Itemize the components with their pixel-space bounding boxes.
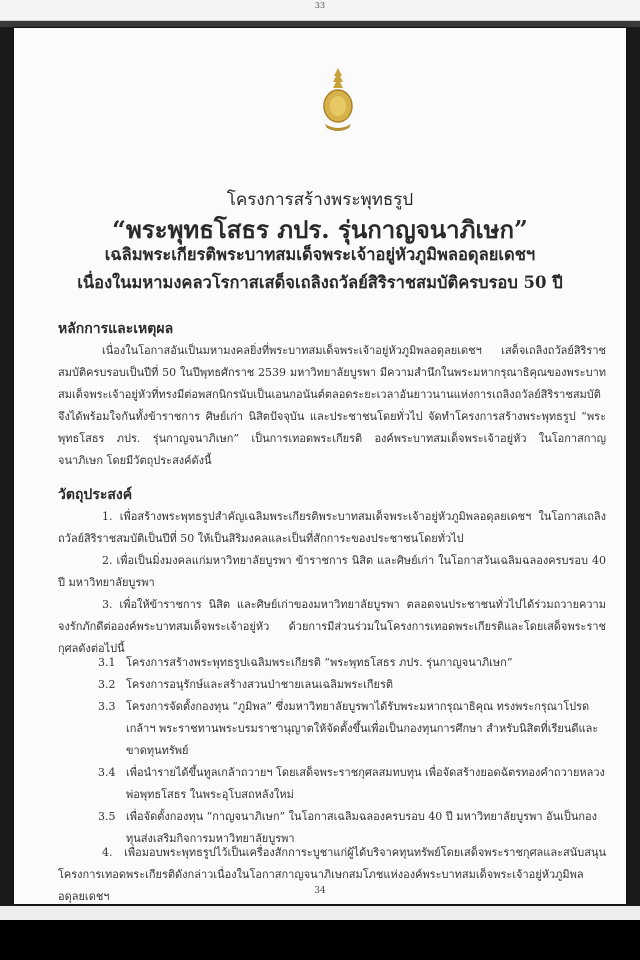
next-page-strip (0, 906, 640, 920)
objectives-heading: วัตถุประสงค์ (58, 487, 133, 503)
subitem-text: โครงการอนุรักษ์และสร้างสวนป่าชายเลนเฉลิมพระเกียรติ (126, 678, 394, 691)
subitem-number: 3.1 (98, 656, 116, 669)
project-title-line3: เฉลิมพระเกียรติพระบาทสมเด็จพระเจ้าอยู่หัวภูมิพลอดุลยเดชฯ (104, 245, 536, 264)
subitem-text: โครงการจัดตั้งกองทุน “ภูมิพล” ซึ่งมหาวิทยาลัยบูรพาได้รับพระมหากรุณาธิคุณ ทรงพระกรุณาโปรดเกล้าฯ พระราชทานพระบรมราชานุญาตให้จัดตั้งขึ้นเพื่อเป็นกองทุนการศึกษา สำหรับนิสิตที่เรียนดีและขาดทุนทรัพย์ (126, 700, 599, 757)
project-title-line2: “พระพุทธโสธร ภปร. รุ่นกาญจนาภิเษก” (112, 215, 528, 244)
page-gap (0, 21, 640, 27)
document-page (14, 28, 626, 904)
subitem-text: เพื่อนำรายได้ขึ้นทูลเกล้าถวายฯ โดยเสด็จพระราชกุศลสมทบทุน เพื่อจัดสร้างยอดฉัตรทองคำถวายหลวงพ่อพุทธโสธร ในพระอุโบสถหลังใหม่ (126, 766, 605, 801)
objective-item-2: 2. เพื่อเป็นมิ่งมงคลแก่มหาวิทยาลัยบูรพา ข้าราชการ นิสิต และศิษย์เก่า ในโอกาสวันเฉลิมฉลองครบรอบ 40 ปี มหาวิทยาลัยบูรพา (58, 554, 606, 589)
subitem-text: โครงการสร้างพระพุทธรูปเฉลิมพระเกียรติ “พระพุทธโสธร ภปร. รุ่นกาญจนาภิเษก” (126, 656, 513, 669)
project-title-line4: เนื่องในมหามงคลวโรกาสเสด็จเถลิงถวัลย์สิริราชสมบัติครบรอบ 50 ปี (77, 273, 563, 292)
subitem-number: 3.3 (98, 700, 116, 713)
royal-emblem-icon (319, 66, 357, 134)
objective-item-1: 1. เพื่อสร้างพระพุทธรูปสำคัญเฉลิมพระเกียรติพระบาทสมเด็จพระเจ้าอยู่หัวภูมิพลอดุลยเดชฯ ในโอกาสเถลิงถวัลย์สิริราชสมบัติเป็นปีที่ 50 ให้เป็นสิริมงคลและเป็นที่สักการะของประชาชนโดยทั่วไป (58, 510, 606, 545)
objective-subitem-3-1 (98, 652, 606, 674)
objective-subitem-3-2 (98, 674, 606, 696)
screen-bottom-bar (0, 920, 640, 960)
page-number: 34 (314, 886, 326, 896)
principles-paragraph: เนื่องในโอกาสอันเป็นมหามงคลยิ่งที่พระบาทสมเด็จพระเจ้าอยู่หัวภูมิพลอดุลยเดชฯ เสด็จเถลิงถวัลย์สิริราชสมบัติครบรอบเป็นปีที่ 50 ในปีพุทธศักราช 2539 มหาวิทยาลัยบูรพา มีความสำนึกในพระมหากรุณาธิคุณของพระบาทสมเด็จพระเจ้าอยู่หัวที่ทรงมีต่อพสกนิกรนับเป็นเอนกอนันต์ตลอดระยะเวลาอันยาวนานแห่งการเถลิงถวัลย์สิริราชสมบัติ จึงได้พร้อมใจกันทั้งข้าราชการ ศิษย์เก่า นิสิตปัจจุบัน และประชาชนโดยทั่วไป จัดทำโครงการสร้างพระพุทธรูป “พระพุทธโสธร ภปร. รุ่นกาญจนาภิเษก” เป็นการเทอดพระเกียรติ องค์พระบาทสมเด็จพระเจ้าอยู่หัว ในโอกาสกาญจนาภิเษก โดยมีวัตถุประสงค์ดังนี้ (58, 344, 606, 467)
objective-subitem-3-4 (98, 762, 606, 806)
objective-item-4: 4. เพื่อมอบพระพุทธรูปไว้เป็นเครื่องสักการะบูชาแก่ผู้ได้บริจาคทุนทรัพย์โดยเสด็จพระราชกุศลและสนับสนุนโครงการเทอดพระเกียรติดังกล่าวเนื่องในโอกาสกาญจนาภิเษกสมโภชแห่งองค์พระบาทสมเด็จพระเจ้าอยู่หัวภูมิพลอดุลยเดชฯ (58, 846, 606, 903)
principles-heading: หลักการและเหตุผล (58, 321, 174, 337)
subitem-number: 3.4 (98, 766, 116, 779)
subitem-number: 3.2 (98, 678, 116, 691)
project-title-line1: โครงการสร้างพระพุทธรูป (226, 190, 414, 210)
objective-item-3: 3. เพื่อให้ข้าราชการ นิสิต และศิษย์เก่าของมหาวิทยาลัยบูรพา ตลอดจนประชาชนทั่วไปได้ร่วมถวายความจงรักภักดีต่อองค์พระบาทสมเด็จพระเจ้าอยู่หัว ด้วยการมีส่วนร่วมในโครงการเทอดพระเกียรติและโดยเสด็จพระราชกุศลดังต่อไปนี้ (58, 598, 606, 655)
previous-page-strip (0, 0, 640, 21)
subitem-text: เพื่อจัดตั้งกองทุน “กาญจนาภิเษก” ในโอกาสเฉลิมฉลองครบรอบ 40 ปี มหาวิทยาลัยบูรพา อันเป็นกองทุนส่งเสริมกิจการมหาวิทยาลัยบูรพา (126, 810, 598, 845)
previous-page-number: 33 (314, 1, 326, 10)
objective-subitem-3-3 (98, 696, 606, 762)
subitem-number: 3.5 (98, 810, 116, 823)
